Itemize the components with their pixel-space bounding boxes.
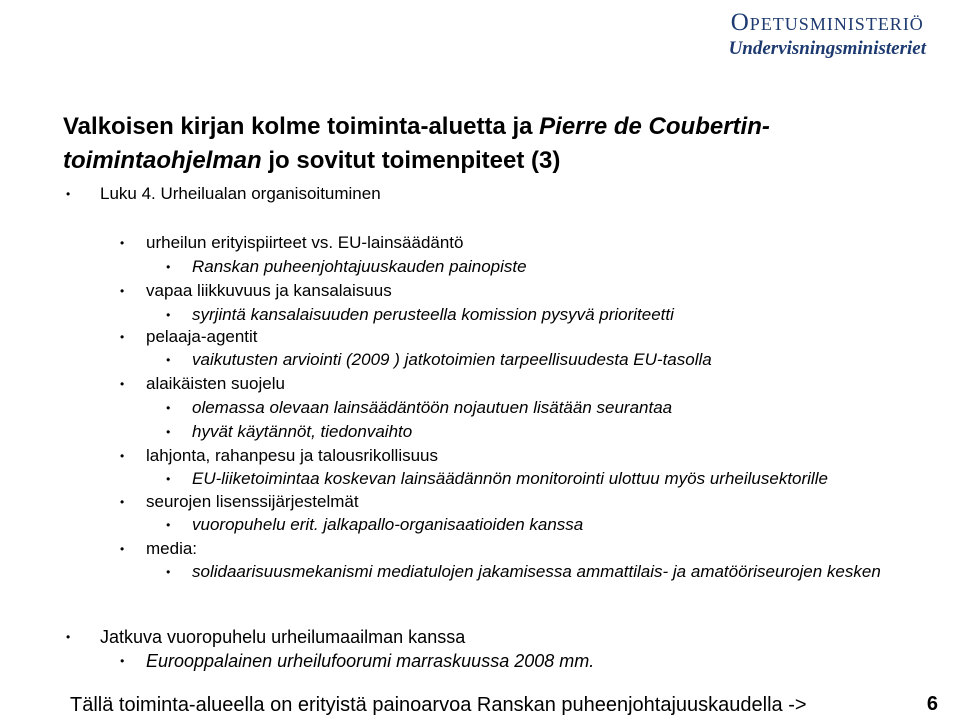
list-item: • Luku 4. Urheilualan organisoituminen [66,184,381,203]
list-item: • syrjintä kansalaisuuden perusteella komission pysyvä prioriteetti [166,305,674,324]
bullet-icon: • [166,472,171,486]
title-part-3: jo sovitut toimenpiteet (3) [261,147,561,174]
title-part-1: Valkoisen kirjan kolme toiminta-aluetta ja [63,113,540,140]
bullet-icon: • [166,425,171,439]
list-item: • seurojen lisenssijärjestelmät [120,492,359,511]
list-item: • hyvät käytännöt, tiedonvaihto [166,422,413,441]
list-item: • urheilun erityispiirteet vs. EU-lainsäädäntö [120,233,464,252]
page-number: 6 [926,693,938,715]
bullet-icon: • [120,495,125,509]
footer-note: Tällä toiminta-alueella on erityistä painoarvoa Ranskan puheenjohtajuuskaudella -> [70,694,807,716]
list-item: • olemassa olevaan lainsäädäntöön nojautuen lisätään seurantaa [166,398,673,417]
list-item: • vuoropuhelu erit. jalkapallo-organisaatioiden kanssa [166,515,584,534]
list-item: • solidaarisuusmekanismi mediatulojen jakamisessa ammattilais- ja amatööriseurojen kesken [166,562,881,581]
title-part-2: toimintaohjelman [63,147,262,174]
list-item: • vaikutusten arviointi (2009 ) jatkotoimien tarpeellisuudesta EU-tasolla [166,350,712,369]
bullet-icon: • [120,654,125,668]
bullet-icon: • [166,353,171,367]
bullet-icon: • [166,518,171,532]
bullet-icon: • [166,260,171,274]
bullet-icon: • [120,330,125,344]
bullet-icon: • [66,630,71,644]
list-item: • pelaaja-agentit [120,327,258,346]
slide-title [63,110,883,178]
title-italic: Pierre de Coubertin- [539,113,770,140]
list-item: • Jatkuva vuoropuhelu urheilumaailman kanssa [66,627,466,647]
list-item: • EU-liiketoimintaa koskevan lainsäädännön monitorointi ulottuu myös urheilusektorille [166,469,828,488]
list-item: • alaikäisten suojelu [120,374,285,393]
list-item: • Eurooppalainen urheilufoorumi marraskuussa 2008 mm. [120,651,595,671]
bullet-icon: • [166,308,171,322]
bullet-icon: • [120,449,125,463]
list-item: • lahjonta, rahanpesu ja talousrikollisuus [120,446,439,465]
bullet-icon: • [166,401,171,415]
bullet-icon: • [66,187,71,201]
bullet-icon: • [120,236,125,250]
list-item: • vapaa liikkuvuus ja kansalaisuus [120,281,392,300]
bullet-icon: • [120,542,125,556]
bullet-icon: • [120,377,125,391]
list-item: • media: [120,539,198,558]
bullet-icon: • [166,565,171,579]
ministry-logo [729,8,926,60]
bullet-icon: • [120,284,125,298]
list-item: • Ranskan puheenjohtajuuskauden painopiste [166,257,527,276]
logo-main-text: Opetusministeriö [730,9,924,36]
logo-sub-text: Undervisningsministeriet [728,38,926,59]
